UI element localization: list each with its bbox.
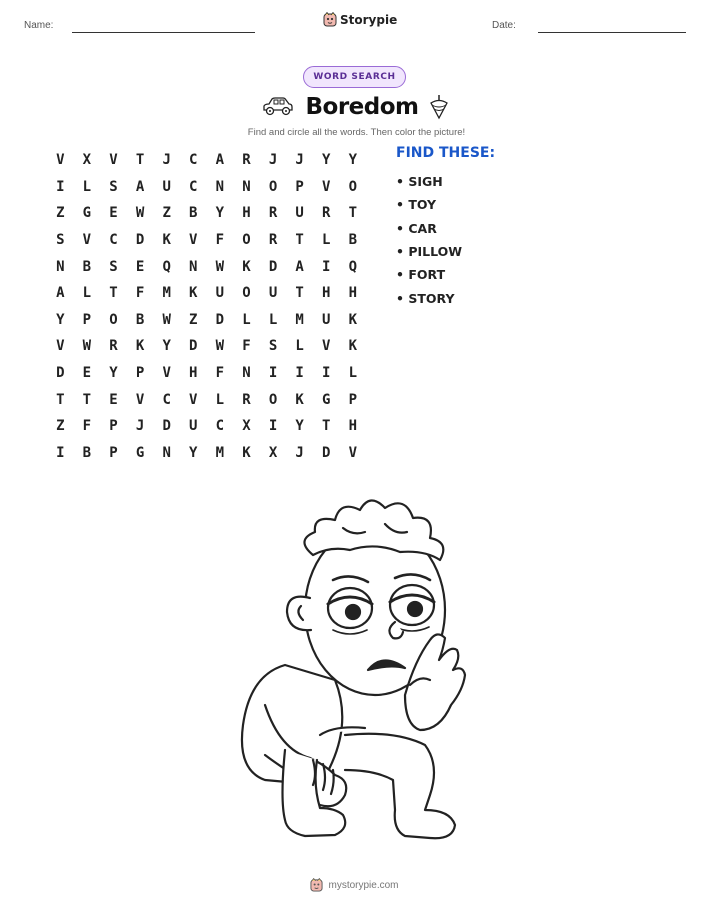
grid-letter: U [322, 311, 331, 328]
grid-letter: J [162, 152, 171, 169]
grid-letter: E [109, 205, 118, 222]
grid-letter: T [135, 152, 145, 169]
grid-letter: V [56, 152, 65, 169]
grid-letter: T [295, 285, 304, 302]
footer [0, 878, 709, 892]
grid-letter: I [56, 178, 65, 195]
grid-letter: T [82, 391, 92, 408]
grid-letter: C [109, 232, 118, 249]
grid-letter: S [56, 232, 65, 249]
grid-letter: S [109, 178, 118, 195]
grid-letter: V [109, 152, 118, 169]
grid-letter: K [135, 338, 145, 355]
grid-letter: V [82, 232, 92, 249]
grid-letter: P [135, 365, 145, 382]
grid-letter: Y [109, 365, 118, 382]
grid-letter: W [215, 258, 225, 275]
grid-letter: Y [162, 338, 171, 355]
storypie-footer-logo-icon [310, 878, 323, 892]
name-label: Name: [24, 20, 54, 31]
grid-letter: L [322, 232, 331, 249]
grid-letter: A [135, 178, 145, 195]
grid-letter: I [322, 258, 331, 275]
grid-letter: I [268, 418, 278, 435]
grid-letter: H [348, 418, 358, 435]
grid-letter: T [56, 391, 65, 408]
grid-letter: B [348, 232, 358, 249]
grid-letter: P [348, 391, 358, 408]
grid-letter: L [215, 391, 225, 408]
grid-letter: W [82, 338, 92, 355]
toy-car-icon [261, 96, 295, 118]
brand-name: Storypie [340, 12, 398, 27]
grid-letter: R [268, 232, 278, 249]
storypie-logo-icon [323, 12, 337, 27]
title-row [250, 90, 460, 124]
grid-letter: N [242, 365, 251, 382]
grid-letter: C [189, 152, 198, 169]
grid-letter: T [348, 205, 358, 222]
word-list-item: • SIGH [396, 174, 443, 190]
grid-letter: Z [189, 311, 198, 328]
word-list-item: • PILLOW [396, 244, 463, 260]
grid-letter: K [242, 258, 251, 275]
grid-letter: F [215, 365, 225, 382]
grid-letter: K [295, 391, 304, 408]
spinning-top-icon [429, 94, 449, 120]
grid-letter: F [242, 338, 251, 355]
grid-letter: M [162, 285, 171, 302]
grid-letter: R [322, 205, 331, 222]
grid-letter: D [189, 338, 198, 355]
page-title: Boredom [305, 94, 419, 120]
grid-letter: I [322, 365, 331, 382]
grid-letter: Q [348, 258, 358, 275]
grid-letter: F [135, 285, 145, 302]
grid-letter: U [189, 418, 198, 435]
grid-letter: X [268, 444, 278, 461]
grid-letter: Y [189, 444, 198, 461]
grid-letter: O [109, 311, 118, 328]
grid-letter: C [215, 418, 225, 435]
grid-letter: G [135, 444, 145, 461]
grid-letter: V [348, 444, 358, 461]
grid-letter: H [322, 285, 331, 302]
grid-letter: N [56, 258, 65, 275]
grid-letter: U [295, 205, 304, 222]
grid-letter: L [268, 311, 278, 328]
grid-letter: B [135, 311, 145, 328]
grid-letter: B [189, 205, 198, 222]
grid-letter: W [135, 205, 145, 222]
grid-letter: N [189, 258, 198, 275]
grid-letter: W [215, 338, 225, 355]
grid-letter: O [242, 285, 251, 302]
grid-letter: W [162, 311, 171, 328]
grid-letter: D [268, 258, 278, 275]
grid-letter: G [82, 205, 92, 222]
grid-letter: O [348, 178, 358, 195]
grid-letter: V [162, 365, 171, 382]
grid-letter: P [109, 444, 118, 461]
word-list-item: • STORY [396, 290, 455, 306]
grid-letter: Z [56, 418, 65, 435]
grid-letter: P [109, 418, 118, 435]
date-line [538, 32, 686, 33]
word-list [396, 170, 462, 310]
grid-letter: L [82, 178, 92, 195]
grid-letter: H [242, 205, 251, 222]
grid-letter: V [56, 338, 65, 355]
grid-letter: R [109, 338, 118, 355]
name-line [72, 32, 255, 33]
footer-url: mystorypie.com [328, 879, 399, 891]
grid-letter: U [162, 178, 171, 195]
grid-letter: J [268, 152, 278, 169]
date-label: Date: [492, 20, 516, 31]
grid-letter: U [268, 285, 278, 302]
grid-letter: F [215, 232, 225, 249]
grid-letter: U [215, 285, 225, 302]
grid-letter: V [135, 391, 145, 408]
grid-letter: S [268, 338, 278, 355]
grid-letter: I [56, 444, 65, 461]
grid-letter: N [215, 178, 225, 195]
grid-letter: R [242, 391, 251, 408]
grid-letter: O [242, 232, 251, 249]
grid-letter: L [348, 365, 358, 382]
grid-letter: C [162, 391, 171, 408]
grid-letter: D [215, 311, 225, 328]
grid-letter: T [295, 232, 304, 249]
grid-letter: N [162, 444, 171, 461]
grid-letter: D [56, 365, 65, 382]
grid-letter: L [242, 311, 251, 328]
word-list-item: • FORT [396, 267, 446, 283]
grid-letter: M [295, 311, 304, 328]
grid-letter: O [268, 178, 278, 195]
grid-letter: K [189, 285, 198, 302]
grid-letter: S [109, 258, 118, 275]
brand [323, 12, 397, 27]
grid-letter: L [295, 338, 304, 355]
grid-letter: E [82, 365, 92, 382]
grid-letter: E [109, 391, 118, 408]
grid-letter: J [135, 418, 145, 435]
grid-letter: V [189, 391, 198, 408]
grid-letter: I [295, 365, 304, 382]
grid-letter: V [322, 178, 331, 195]
grid-letter: T [109, 285, 118, 302]
grid-letter: E [135, 258, 145, 275]
grid-letter: I [268, 365, 278, 382]
grid-letter: D [135, 232, 145, 249]
word-list-item: • TOY [396, 197, 437, 213]
grid-letter: Y [215, 205, 225, 222]
grid-letter: A [295, 258, 304, 275]
grid-letter: Q [162, 258, 171, 275]
grid-letter: D [322, 444, 331, 461]
letter-grid [47, 147, 366, 466]
grid-letter: K [348, 338, 358, 355]
grid-letter: Y [322, 152, 331, 169]
grid-letter: Y [295, 418, 304, 435]
grid-letter: X [82, 152, 92, 169]
instructions [0, 127, 709, 138]
grid-letter: A [56, 285, 65, 302]
grid-letter: B [82, 258, 92, 275]
grid-letter: C [189, 178, 198, 195]
grid-letter: D [162, 418, 171, 435]
grid-letter: Y [56, 311, 65, 328]
grid-letter: K [348, 311, 358, 328]
instructions-text: Find and circle all the words. Then color the picture! [247, 127, 466, 138]
grid-letter: R [268, 205, 278, 222]
grid-letter: V [189, 232, 198, 249]
grid-letter: Z [56, 205, 65, 222]
grid-letter: T [322, 418, 331, 435]
word-search-badge: WORD SEARCH [303, 66, 406, 88]
find-these-heading: FIND THESE: [396, 145, 496, 161]
grid-letter: G [322, 391, 331, 408]
grid-letter: H [348, 285, 358, 302]
grid-letter: F [82, 418, 92, 435]
bored-boy-illustration [225, 480, 485, 860]
grid-letter: B [82, 444, 92, 461]
grid-letter: L [82, 285, 92, 302]
grid-letter: H [189, 365, 198, 382]
grid-letter: V [322, 338, 331, 355]
grid-letter: Y [348, 152, 358, 169]
grid-letter: A [215, 152, 225, 169]
grid-letter: M [215, 444, 225, 461]
grid-letter: R [242, 152, 251, 169]
grid-letter: N [242, 178, 251, 195]
grid-letter: P [295, 178, 304, 195]
grid-letter: X [242, 418, 251, 435]
grid-letter: K [242, 444, 251, 461]
grid-letter: P [82, 311, 92, 328]
grid-letter: O [268, 391, 278, 408]
grid-letter: J [295, 152, 304, 169]
grid-letter: K [162, 232, 171, 249]
grid-letter: Z [162, 205, 171, 222]
word-list-item: • CAR [396, 220, 437, 236]
grid-letter: J [295, 444, 304, 461]
